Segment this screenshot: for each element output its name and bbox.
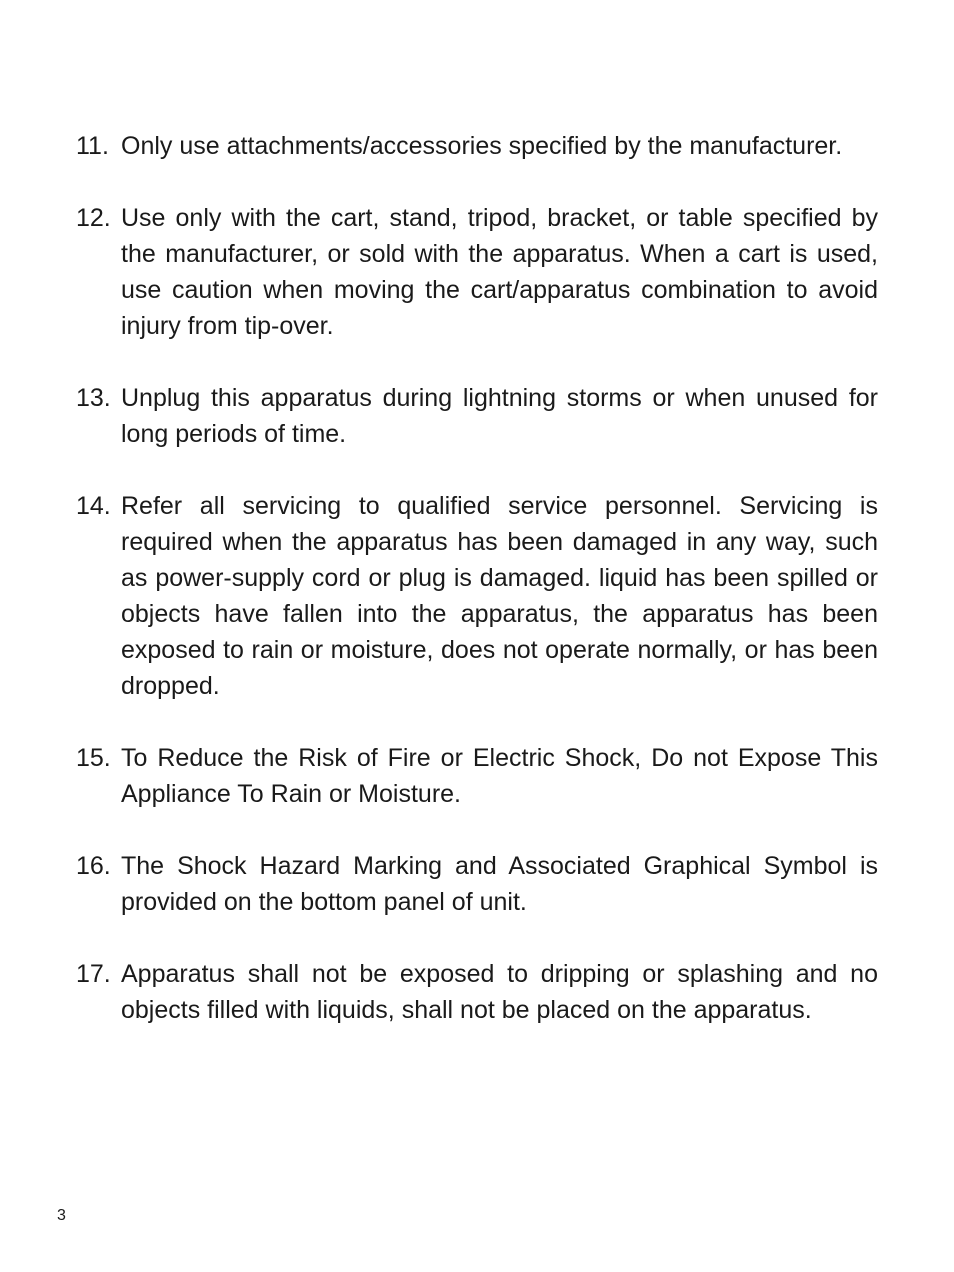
instruction-item: [76, 128, 878, 164]
instruction-number: 15.: [76, 744, 111, 772]
instruction-text: Only use attachments/accessories specified by the manufacturer.: [121, 132, 843, 160]
instruction-number: 12.: [76, 204, 111, 232]
instruction-text: Unplug this apparatus during lightning storms or when unused for long periods of time.: [121, 384, 878, 448]
instruction-text: To Reduce the Risk of Fire or Electric Shock, Do not Expose This Appliance To Rain or Moisture.: [121, 744, 878, 808]
instruction-item: [76, 740, 878, 812]
instruction-text: Refer all servicing to qualified service personnel. Servicing is required when the apparatus has been damaged in any way, such as power-supply cord or plug is damaged. liquid has been spilled or objects have fallen into the apparatus, the apparatus has been exposed to rain or moisture, does not operate normally, or has been dropped.: [121, 492, 878, 700]
instruction-text: Use only with the cart, stand, tripod, bracket, or table specified by the manufacturer, or sold with the apparatus. When a cart is used, use caution when moving the cart/apparatus combination to avoid injury from tip-over.: [121, 204, 878, 340]
instruction-item: [76, 488, 878, 704]
instruction-text: The Shock Hazard Marking and Associated Graphical Symbol is provided on the bottom panel of unit.: [121, 852, 878, 916]
instruction-number: 17.: [76, 960, 111, 988]
instruction-number: 14.: [76, 492, 111, 520]
instruction-item: [76, 956, 878, 1028]
instruction-number: 11.: [76, 132, 109, 160]
instruction-text: Apparatus shall not be exposed to dripping or splashing and no objects filled with liquids, shall not be placed on the apparatus.: [121, 960, 878, 1024]
page-number: 3: [57, 1207, 66, 1224]
instruction-number: 13.: [76, 384, 111, 412]
instruction-item: [76, 848, 878, 920]
instruction-item: [76, 380, 878, 452]
safety-instructions-list: [76, 128, 878, 1064]
instruction-item: [76, 200, 878, 344]
instruction-number: 16.: [76, 852, 111, 880]
